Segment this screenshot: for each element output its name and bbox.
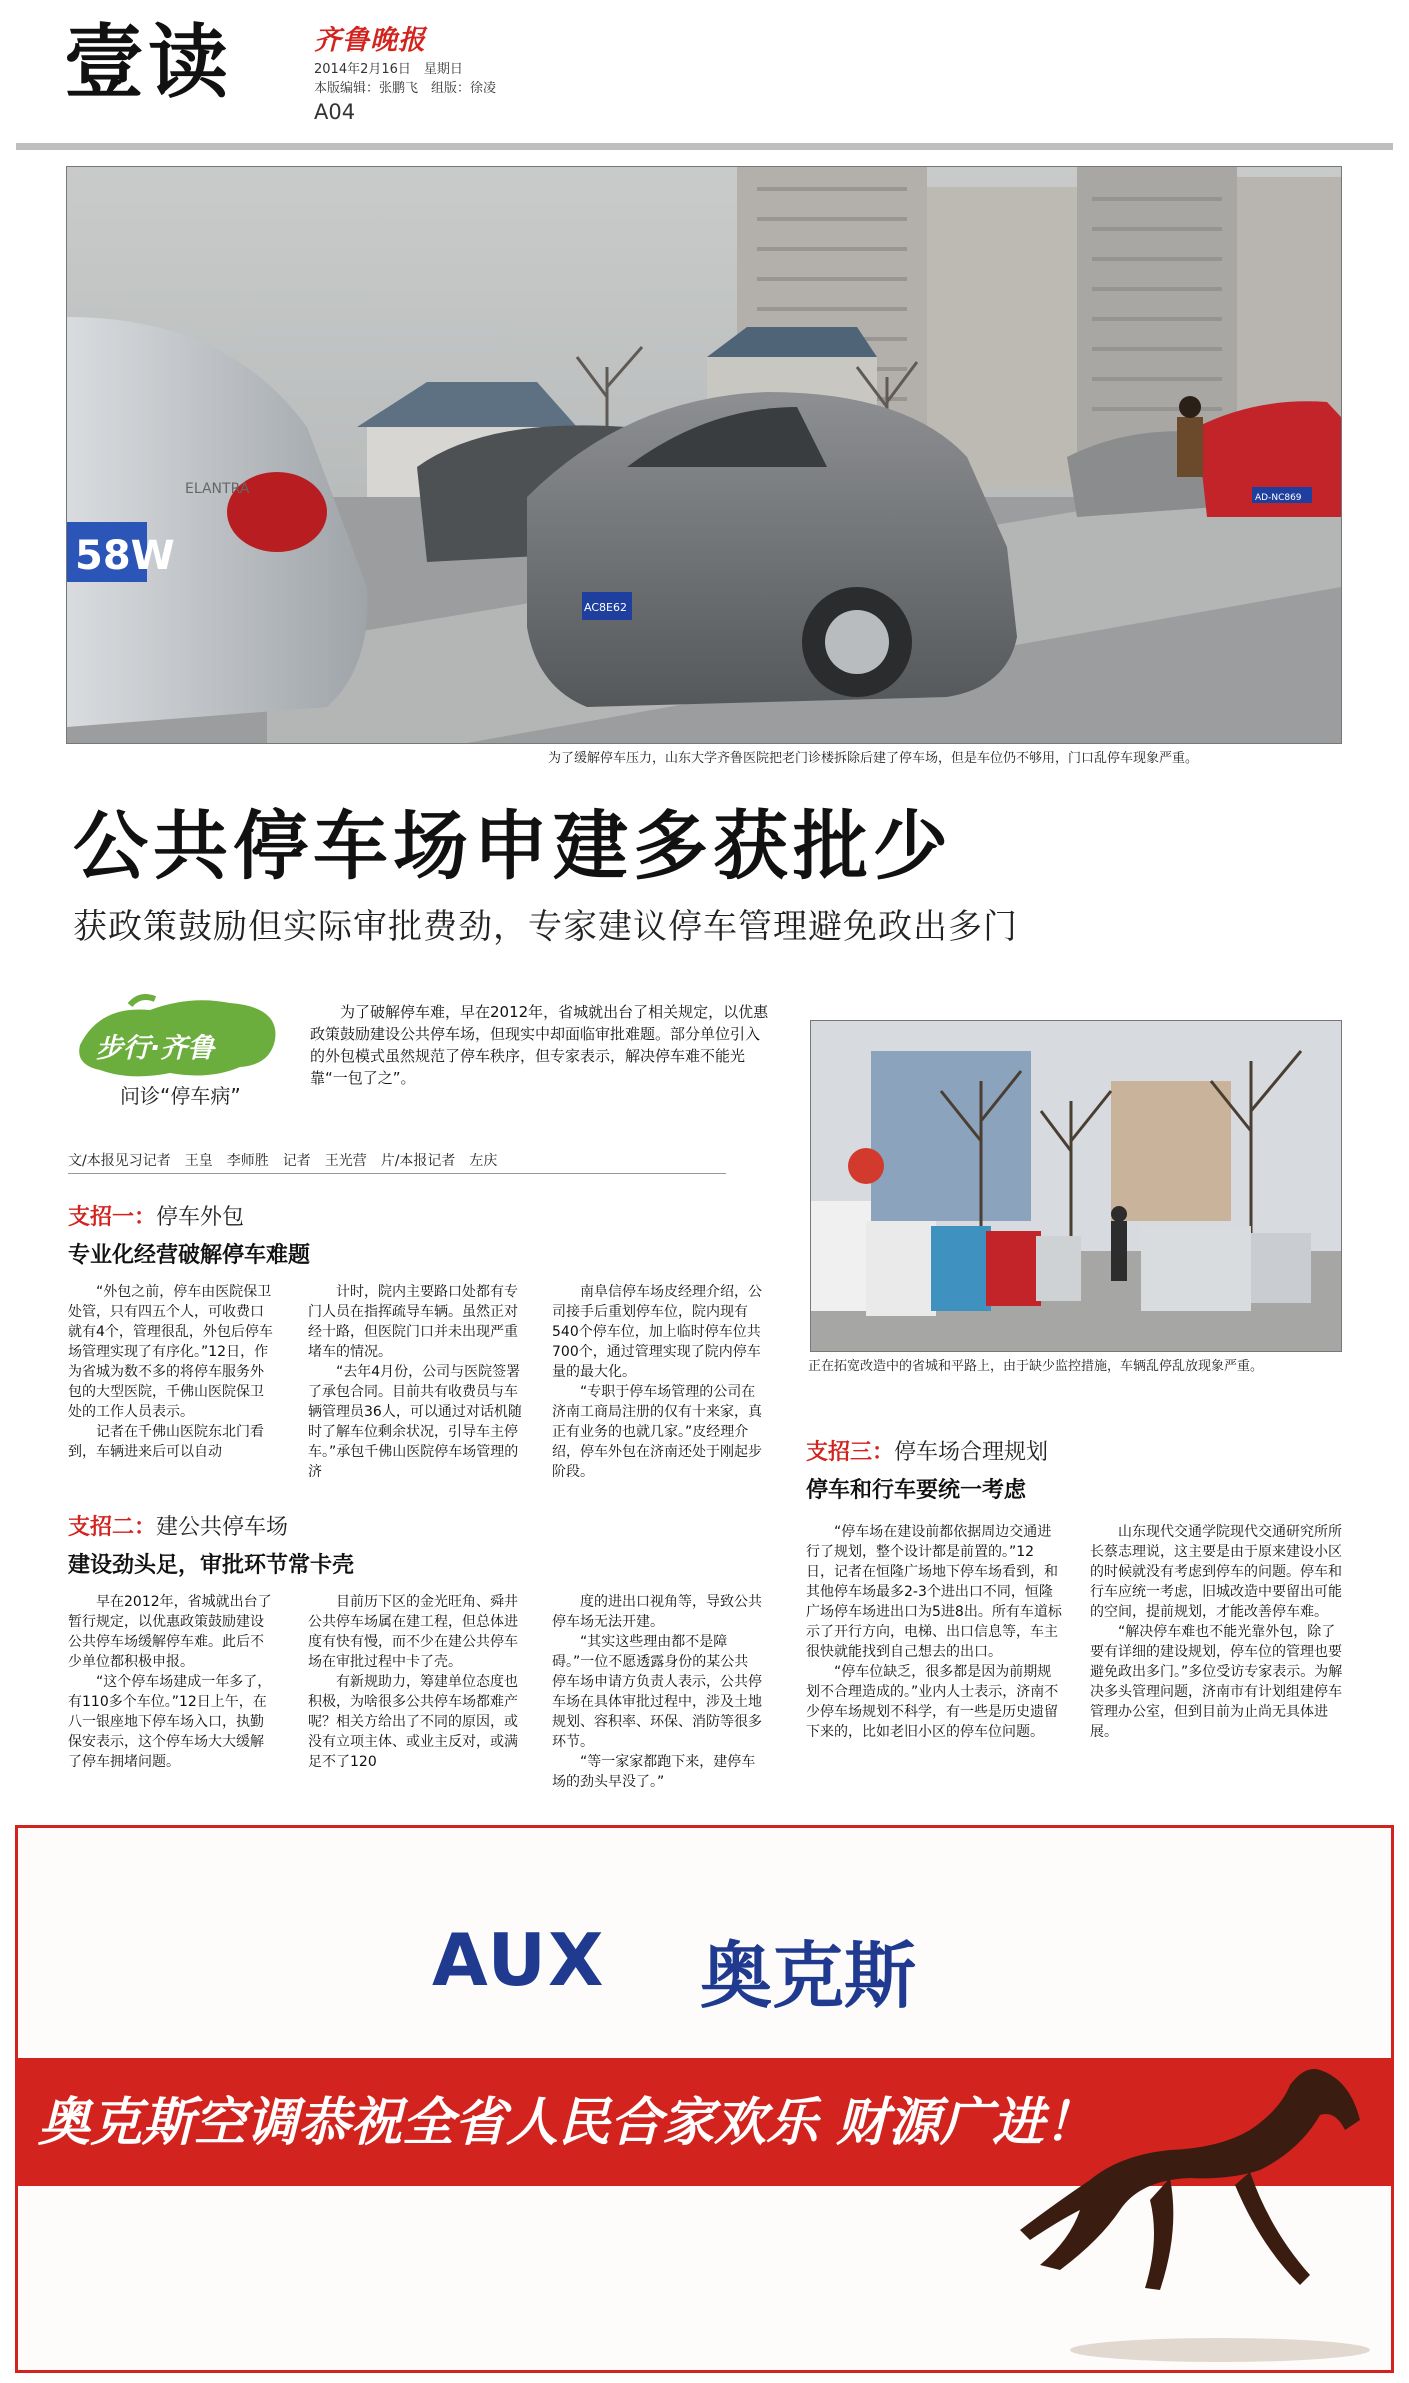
section1-col2 (308, 1282, 524, 1482)
plate-left: 58W (75, 533, 175, 579)
subheadline: 获政策鼓励但实际审批费劲，专家建议停车管理避免政出多门 (73, 907, 1018, 947)
top-photo (66, 166, 1342, 744)
page-number: A04 (314, 100, 356, 124)
paper-name: 齐鲁晚报 (314, 25, 426, 56)
section2-col1-p1: 早在2012年，省城就出台了暂行规定，以优惠政策鼓励建设公共停车场缓解停车难。此后不少单位都积极申报。 (68, 1594, 272, 1670)
lead-paragraph: 为了破解停车难，早在2012年，省城就出台了相关规定，以优惠政策鼓励建设公共停车场，但现实中却面临审批难题。部分单位引入的外包模式虽然规范了停车秩序，但专家表示，解决停车难不能光靠“一包了之”。 (310, 1003, 769, 1087)
section1-col1-p1: “外包之前，停车由医院保卫处管，只有四五个人，可收费口就有4个，管理很乱，外包后停车场管理实现了有序化。”12日，作为省城为数不多的将停车服务外包的大型医院，千佛山医院保卫处的工作人员表示。 (68, 1284, 273, 1420)
section1-col1-p2: 记者在千佛山医院东北门看到，车辆进来后可以自动 (68, 1424, 264, 1460)
section2-col3 (552, 1592, 762, 1792)
section1-col3-p2: “专职于停车场管理的公司在济南工商局注册的仅有十来家，真正有业务的也就几家。”皮经理介绍，停车外包在济南还处于刚起步阶段。 (552, 1384, 762, 1480)
section2-label (68, 1510, 288, 1541)
section3-label-red: 支招三： (806, 1440, 895, 1465)
side-photo-illustration (811, 1021, 1341, 1351)
section2-col3-p2: “其实这些理由都不是障碍。”一位不愿透露身份的某公共停车场申请方负责人表示，公共停车场在具体审批过程中，涉及土地规划、容积率、环保、消防等很多环节。 (552, 1634, 762, 1750)
section1-col3 (552, 1282, 762, 1482)
section2-title: 建设劲头足，审批环节常卡壳 (68, 1553, 355, 1578)
section1-col3-p1: 南阜信停车场皮经理介绍，公司接手后重划停车位，院内现有540个停车位，加上临时停车位共700个，通过管理实现了院内停车量的最大化。 (552, 1284, 762, 1380)
byline: 文/本报见习记者 王皇 李师胜 记者 王光营 片/本报记者 左庆 (68, 1153, 498, 1169)
section1-label (68, 1200, 244, 1231)
plate-right: AD-NC869 (1255, 493, 1302, 503)
section3-label (806, 1435, 1048, 1466)
section2-label-red: 支招二： (68, 1515, 157, 1540)
section3-label-rest: 停车场合理规划 (894, 1440, 1049, 1465)
section-name: 壹读 (64, 15, 232, 109)
ad-brand-cn: 奥克斯 (700, 1934, 917, 2018)
section1-col2-p1: 计时，院内主要路口处都有专门人员在指挥疏导车辆。虽然正对经十路，但医院门口并未出现严重堵车的情况。 (308, 1284, 518, 1360)
section3-col2 (1090, 1522, 1346, 1742)
section1-col1 (68, 1282, 276, 1462)
column-logo-text: 步行·齐鲁 (96, 1033, 215, 1064)
masthead-meta (314, 60, 496, 98)
section2-col3-p1: 度的进出口视角等，导致公共停车场无法开建。 (552, 1594, 762, 1630)
section3-title: 停车和行车要统一考虑 (806, 1478, 1027, 1503)
horse-icon (1020, 2060, 1380, 2370)
plate-center: AC8E62 (584, 601, 627, 614)
byline-rule (68, 1173, 726, 1174)
top-photo-caption: 为了缓解停车压力，山东大学齐鲁医院把老门诊楼拆除后建了停车场，但是车位仍不够用，门口乱停车现象严重。 (548, 751, 1199, 766)
ad-slogan: 奥克斯空调恭祝全省人民合家欢乐 财源广进！ (38, 2093, 1097, 2153)
section1-label-rest: 停车外包 (156, 1205, 245, 1230)
section3-col1-p2: “停车位缺乏，很多都是因为前期规划不合理造成的。”业内人士表示，济南不少停车场规划不科学，有一些是历史遗留下来的，比如老旧小区的停车位问题。 (806, 1664, 1059, 1740)
section2-col3-p3: “等一家家都跑下来，建停车场的劲头早没了。” (552, 1754, 756, 1790)
car-badge: ELANTRA (185, 481, 250, 497)
headline: 公共停车场申建多获批少 (73, 802, 954, 890)
side-photo (810, 1020, 1342, 1352)
date-line: 2014年2月16日 星期日 (314, 62, 463, 77)
section1-col2-p2: “去年4月份，公司与医院签署了承包合同。目前共有收费员与车辆管理员36人，可以通过对话机随时了解车位剩余状况，引导车主停车。”承包千佛山医院停车场管理的济 (308, 1364, 522, 1480)
section2-col2 (308, 1592, 524, 1772)
section2-col1-p2: “这个停车场建成一年多了，有110多个车位。”12日上午，在八一银座地下停车场入口，执勤保安表示，这个停车场大大缓解了停车拥堵问题。 (68, 1674, 272, 1770)
section2-col2-p2: 有新规助力，筹建单位态度也积极，为啥很多公共停车场都难产呢？相关方给出了不同的原因，或没有立项主体、或业主反对，或满足不了120 (308, 1674, 518, 1770)
column-subtitle: 问诊“停车病” (120, 1084, 241, 1108)
section3-col2-p2: “解决停车难也不能光靠外包，除了要有详细的建设规划，停车位的管理也要避免政出多门。”多位受访专家表示。为解决多头管理问题，济南市有计划组建停车管理办公室，但到目前为止尚无具体进展。 (1090, 1624, 1343, 1740)
masthead-rule (16, 143, 1393, 150)
section3-col1 (806, 1522, 1062, 1742)
section2-label-rest: 建公共停车场 (156, 1515, 289, 1540)
section1-title: 专业化经营破解停车难题 (68, 1243, 311, 1268)
section3-col2-p1: 山东现代交通学院现代交通研究所所长蔡志理说，这主要是由于原来建设小区的时候就没有考虑到停车的问题。停车和行车应统一考虑，旧城改造中要留出可能的空间，提前规划，才能改善停车难。 (1090, 1524, 1342, 1620)
section2-col2-p1: 目前历下区的金光旺角、舜井公共停车场属在建工程，但总体进度有快有慢，而不少在建公共停车场在审批过程中卡了壳。 (308, 1594, 518, 1670)
top-photo-illustration (67, 167, 1341, 743)
editor-line: 本版编辑：张鹏飞 组版：徐凌 (314, 81, 497, 96)
section3-col1-p1: “停车场在建设前都依据周边交通进行了规划，整个设计都是前置的。”12日，记者在恒隆广场地下停车场看到，和其他停车场最多2-3个进出口不同，恒隆广场停车场进出口为5进8出。所有车道标示了开行方向，电梯、出口信息等，车主很快就能找到自己想去的出口。 (806, 1524, 1062, 1660)
side-photo-caption: 正在拓宽改造中的省城和平路上，由于缺少监控措施，车辆乱停乱放现象严重。 (808, 1359, 1264, 1374)
section2-col1 (68, 1592, 276, 1772)
section1-label-red: 支招一： (68, 1205, 157, 1230)
ad-brand-en: AUX (432, 1918, 606, 2002)
